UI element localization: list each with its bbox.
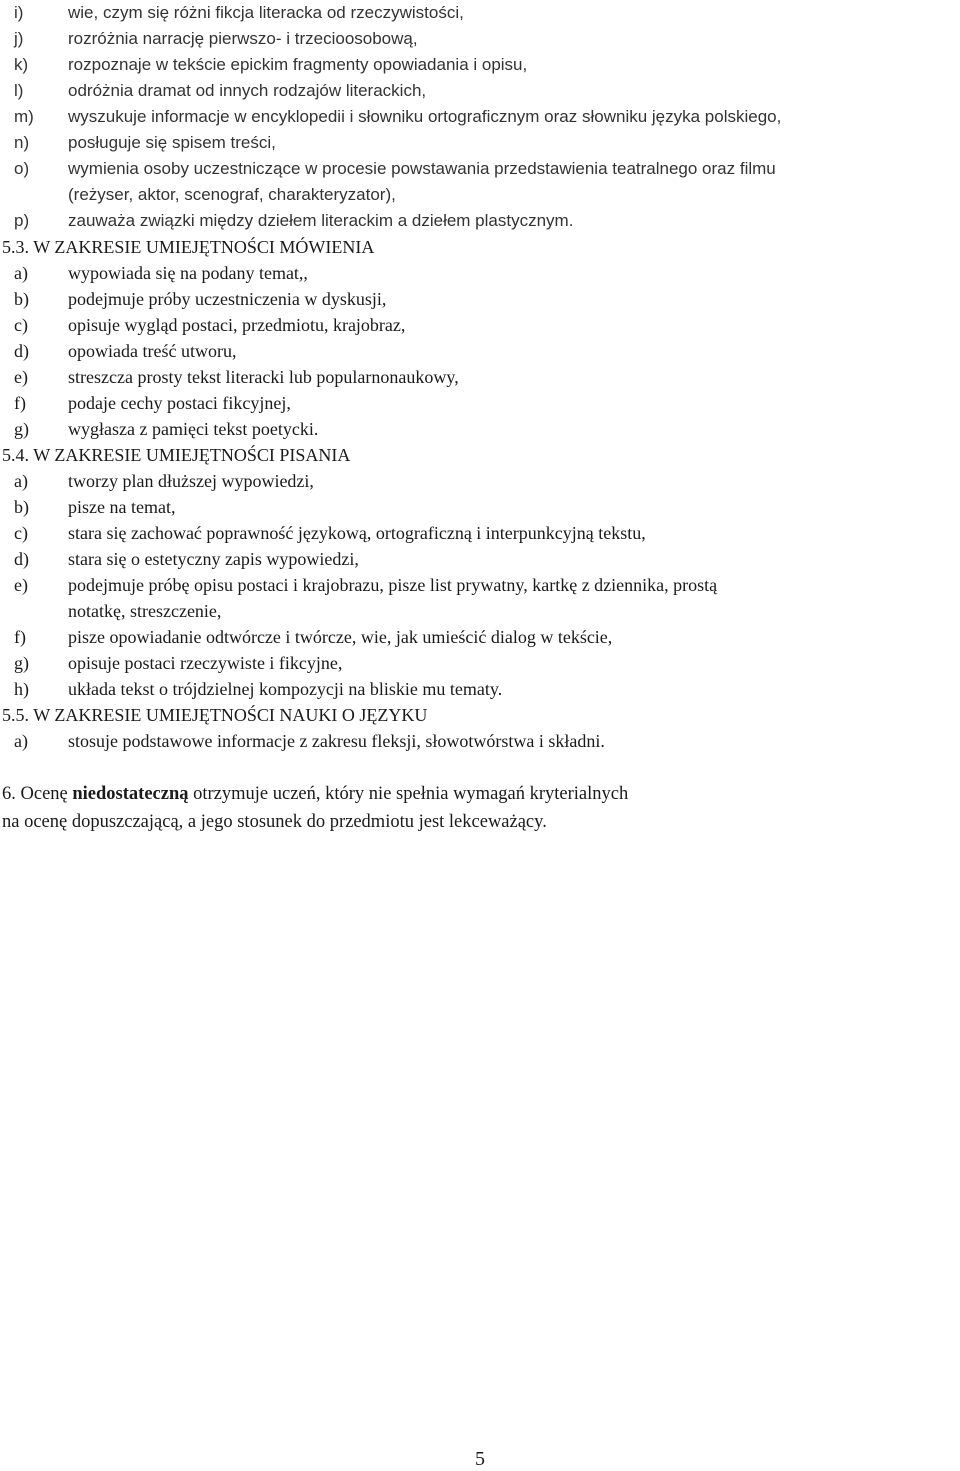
section-number: 5.4. <box>2 445 29 465</box>
final-paragraph <box>0 780 960 836</box>
list-item-text: podejmuje próby uczestniczenia w dyskusji, <box>68 289 387 309</box>
list-item-marker <box>0 286 68 312</box>
list-item-text: wyszukuje informacje w encyklopedii i słowniku ortograficznym oraz słowniku języka polskiego, <box>68 107 782 126</box>
list-item <box>0 650 960 676</box>
list-item-marker <box>0 364 68 390</box>
list-item-marker-text: b) <box>14 289 29 309</box>
list-item-text: posługuje się spisem treści, <box>68 133 276 152</box>
list-item-text: rozróżnia narrację pierwszo- i trzecioosobową, <box>68 29 418 48</box>
page-number: 5 <box>475 1448 485 1470</box>
list-item-marker-text: a) <box>14 731 28 751</box>
list-item <box>0 260 960 286</box>
list-item-text: notatkę, streszczenie, <box>68 601 222 621</box>
list-item-marker-text: a) <box>14 471 28 491</box>
list-item-marker-text: f) <box>14 393 26 413</box>
list-item-text: pisze na temat, <box>68 497 176 517</box>
list-item <box>0 468 960 494</box>
list-item-marker <box>0 208 68 234</box>
section-number: 5.5. <box>2 705 29 725</box>
list-item-text: tworzy plan dłuższej wypowiedzi, <box>68 471 314 491</box>
list-item <box>0 130 960 156</box>
section-heading-speaking <box>0 234 960 260</box>
list-item <box>0 572 960 598</box>
list-item-marker-text: c) <box>14 523 28 543</box>
list-item-marker <box>0 104 68 130</box>
section-title: W ZAKRESIE UMIEJĘTNOŚCI NAUKI O JĘZYKU <box>33 705 428 725</box>
section-title: W ZAKRESIE UMIEJĘTNOŚCI MÓWIENIA <box>33 237 375 257</box>
list-item-marker <box>0 494 68 520</box>
list-item <box>0 208 960 234</box>
list-item-marker-text: h) <box>14 679 29 699</box>
final-line-2: na ocenę dopuszczającą, a jego stosunek do przedmiotu jest lekceważący. <box>2 812 547 832</box>
list-item-text: opisuje postaci rzeczywiste i fikcyjne, <box>68 653 343 673</box>
list-item-marker-text: m) <box>14 107 34 126</box>
list-item <box>0 416 960 442</box>
list-item-marker-text: n) <box>14 133 30 152</box>
list-item <box>0 546 960 572</box>
list-item-marker <box>0 52 68 78</box>
list-item <box>0 156 960 182</box>
list-item <box>0 338 960 364</box>
list-item-marker-text: d) <box>14 341 29 361</box>
list-language-skills <box>0 728 960 754</box>
list-item-marker <box>0 338 68 364</box>
list-item-text: stara się zachować poprawność językową, ortograficzną i interpunkcyjną tekstu, <box>68 523 646 543</box>
list-item-marker <box>0 650 68 676</box>
list-item-text: stara się o estetyczny zapis wypowiedzi, <box>68 549 359 569</box>
list-item-marker-text: j) <box>14 29 24 48</box>
list-item-marker-text: g) <box>14 419 29 439</box>
final-suffix: otrzymuje uczeń, który nie spełnia wymagań kryterialnych <box>188 784 629 804</box>
list-item-text: wie, czym się różni fikcja literacka od rzeczywistości, <box>68 3 464 22</box>
list-item-marker <box>0 728 68 754</box>
list-item-marker <box>0 546 68 572</box>
list-item-text: pisze opowiadanie odtwórcze i twórcze, wie, jak umieścić dialog w tekście, <box>68 627 613 647</box>
list-item-marker-text: a) <box>14 263 28 283</box>
list-item-marker-text: i) <box>14 3 24 22</box>
list-item-marker-text: g) <box>14 653 29 673</box>
list-item-marker <box>0 26 68 52</box>
list-item <box>0 624 960 650</box>
final-prefix: 6. Ocenę <box>2 784 73 804</box>
list-item-text: odróżnia dramat od innych rodzajów literackich, <box>68 81 427 100</box>
list-item-marker <box>0 390 68 416</box>
list-item-text: podaje cechy postaci fikcyjnej, <box>68 393 291 413</box>
list-item-text: rozpoznaje w tekście epickim fragmenty opowiadania i opisu, <box>68 55 528 74</box>
list-item <box>0 520 960 546</box>
section-heading-writing <box>0 442 960 468</box>
list-item-marker-text: c) <box>14 315 28 335</box>
list-item-marker-text: k) <box>14 55 29 74</box>
list-item-marker <box>0 598 68 624</box>
list-item-text: opowiada treść utworu, <box>68 341 237 361</box>
list-item <box>0 52 960 78</box>
list-item-text: zauważa związki między dziełem literackim a dziełem plastycznym. <box>68 211 574 230</box>
list-item-text: streszcza prosty tekst literacki lub popularnonaukowy, <box>68 367 459 387</box>
list-item-marker-text: d) <box>14 549 29 569</box>
final-line-1 <box>2 780 960 808</box>
list-item <box>0 0 960 26</box>
list-writing-skills <box>0 468 960 702</box>
list-item <box>0 312 960 338</box>
list-item-marker <box>0 520 68 546</box>
list-item-marker <box>0 312 68 338</box>
list-item <box>0 390 960 416</box>
list-item-text: (reżyser, aktor, scenograf, charakteryzator), <box>68 185 396 204</box>
list-item-marker <box>0 572 68 598</box>
list-speaking-skills <box>0 260 960 442</box>
list-item-marker-text: p) <box>14 211 30 230</box>
list-item <box>0 598 960 624</box>
section-heading-language <box>0 702 960 728</box>
list-item-marker <box>0 260 68 286</box>
list-item-marker <box>0 468 68 494</box>
list-item-marker-text: b) <box>14 497 29 517</box>
list-item <box>0 26 960 52</box>
list-item-text: układa tekst o trójdzielnej kompozycji na bliskie mu tematy. <box>68 679 503 699</box>
list-item-marker <box>0 416 68 442</box>
section-title: W ZAKRESIE UMIEJĘTNOŚCI PISANIA <box>33 445 351 465</box>
list-item <box>0 728 960 754</box>
grade-name: niedostateczną <box>72 784 189 804</box>
section-number: 5.3. <box>2 237 29 257</box>
list-item-marker <box>0 182 68 208</box>
list-item <box>0 286 960 312</box>
list-item-marker <box>0 130 68 156</box>
list-item <box>0 676 960 702</box>
list-item-marker <box>0 78 68 104</box>
list-item <box>0 494 960 520</box>
list-item-marker <box>0 0 68 26</box>
list-item <box>0 182 960 208</box>
list-item-marker <box>0 624 68 650</box>
list-item-text: opisuje wygląd postaci, przedmiotu, krajobraz, <box>68 315 406 335</box>
list-item-marker-text: o) <box>14 159 30 178</box>
list-item <box>0 364 960 390</box>
list-item-text: stosuje podstawowe informacje z zakresu fleksji, słowotwórstwa i składni. <box>68 731 605 751</box>
list-item <box>0 78 960 104</box>
list-item-text: podejmuje próbę opisu postaci i krajobrazu, pisze list prywatny, kartkę z dziennika, prostą <box>68 575 718 595</box>
list-item-text: wygłasza z pamięci tekst poetycki. <box>68 419 319 439</box>
list-item-marker-text: e) <box>14 575 28 595</box>
list-item <box>0 104 960 130</box>
list-item-marker-text: e) <box>14 367 28 387</box>
list-item-text: wypowiada się na podany temat,, <box>68 263 308 283</box>
spacer <box>0 754 960 780</box>
list-item-marker <box>0 156 68 182</box>
list-item-marker-text: f) <box>14 627 26 647</box>
list-reading-skills <box>0 0 960 234</box>
list-item-text: wymienia osoby uczestniczące w procesie powstawania przedstawienia teatralnego oraz filmu <box>68 159 776 178</box>
list-item-marker-text: l) <box>14 81 24 100</box>
list-item-marker <box>0 676 68 702</box>
